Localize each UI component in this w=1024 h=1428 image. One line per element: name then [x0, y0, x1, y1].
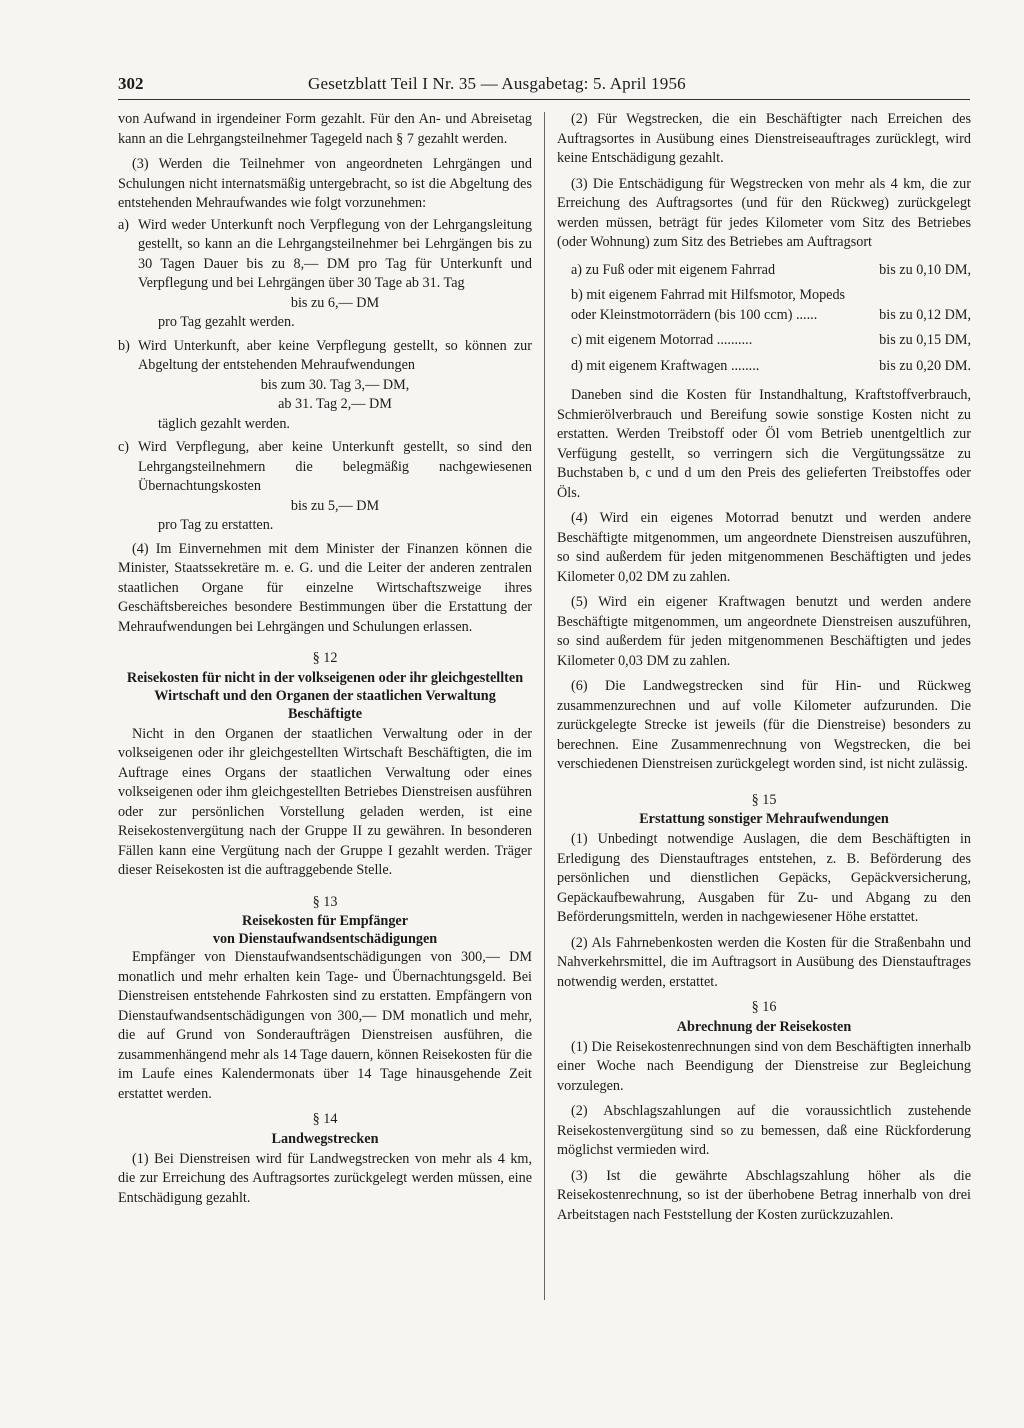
rate-row: [557, 284, 971, 329]
item-text: Wird weder Unterkunft noch Verpflegung von der Lehrgangsleitung gestellt, so kann an die Lehrgangsteilnehmer bei Lehrgängen bis zu 30 Tagen Dauer bis zu 8,— DM pro Tag für Unterkunft und Verpflegung und bei Lehrgängen über 30 Tage ab 31. Tag: [138, 216, 532, 291]
amount-line: bis zum 30. Tag 3,— DM,: [260, 376, 410, 393]
section-title: Reisekosten für nicht in der volkseigenen oder ihr gleichgestellten Wirtschaft und den Organen der staatlichen Verwaltung Beschäftigte: [126, 669, 524, 722]
item-trail: täglich gezahlt werden.: [158, 415, 290, 432]
paragraph-2: (2) Für Wegstrecken, die ein Beschäftigter nach Erreichen des Auftragsortes in Ausübung eines Dienstreiseauftrages zurücklegt, wird keine Entschädigung gezahlt.: [557, 111, 971, 166]
section-number: § 15: [751, 791, 777, 808]
rate-label: b) mit eigenem Fahrrad mit Hilfsmotor, Mopeds oder Kleinstmotorrädern (bis 100 ccm) ......: [571, 287, 846, 323]
section-paragraph: (2) Als Fahrnebenkosten werden die Kosten für die Straßenbahn und Nahverkehrsmittel, die im Auftragsort in Ausübung des Dienstauftrages notwendig werden, erstattet.: [557, 934, 971, 990]
section-number: § 13: [312, 893, 338, 910]
amount-line: bis zu 5,— DM: [290, 497, 380, 514]
amount-line: bis zu 6,— DM: [290, 294, 380, 311]
paragraph-3: (3) Die Entschädigung für Wegstrecken von mehr als 4 km, die zur Erreichung des Auftragsortes (und für den Rückweg) zurückgelegt werden müssen, beträgt für jedes Kilometer vom Sitz des Betriebes (oder Wohnung) zum Sitz des Betriebes am Auftragsort: [557, 175, 971, 250]
paragraph-6: (6) Die Landwegstrecken sind für Hin- und Rückweg zusammenzurechnen und auf volle Kilometer aufzurunden. Die zurückgelegte Strecke ist jeweils (für die Dienstreise) besonders zu berechnen. Eine Zusammenrechnung von Wegstrecken, die bei verschiedenen Dienstreisen zurückgelegt worden sind, ist nicht zulässig.: [557, 678, 971, 772]
rate-row: [557, 329, 971, 355]
list-item-a: [118, 216, 532, 294]
section-title-line: von Dienstaufwandsentschädigungen: [212, 931, 438, 947]
paragraph-continuation: von Aufwand in irgendeiner Form gezahlt. Für den An- und Abreisetag kann an die Lehrgangsteilnehmer Tagegeld nach § 7 gezahlt werden.: [118, 111, 532, 147]
item-text: Wird Unterkunft, aber keine Verpflegung gestellt, so können zur Abgeltung der entstehenden Mehraufwendungen: [138, 337, 532, 373]
paragraph-4: (4) Im Einvernehmen mit dem Minister der Finanzen können die Minister, Staatssekretäre m. e. G. und die Leiter der anderen zentralen staatlichen Organe für einzelne Wirtschaftszweige ihres Geschäftsbereiches besondere Bestimmungen über die Erstattung der Mehraufwendungen bei Lehrgängen und Schulungen erlassen.: [118, 540, 532, 635]
section-title: Landwegstrecken: [271, 1130, 379, 1147]
section-paragraph: (2) Abschlagszahlungen auf die voraussichtlich zustehende Reisekostenvergütung sind so zu bemessen, daß eine Rückforderung möglichst vermieden wird.: [557, 1103, 971, 1158]
section-title-line: Reisekosten für Empfänger: [241, 913, 409, 929]
section-paragraph: (1) Bei Dienstreisen wird für Landwegstrecken von mehr als 4 km, die zur Erreichung des Auftragsortes zurückgelegt werden müssen, eine Entschädigung gezahlt.: [118, 1150, 532, 1206]
paragraph-5: (5) Wird ein eigener Kraftwagen benutzt und werden andere Beschäftigte mitgenommen, um angeordnete Dienstreisen auszuführen, so sind außerdem für jeden mitgenommenen Beschäftigten und jedes Kilometer 0,03 DM zu zahlen.: [557, 594, 971, 669]
item-marker: b): [118, 337, 130, 354]
list-item-b: [118, 337, 532, 376]
right-column: [557, 110, 971, 1231]
page-header: [118, 74, 970, 100]
section-number: § 14: [312, 1111, 338, 1127]
rate-label: c) mit eigenem Motorrad ..........: [571, 332, 753, 348]
section-title: Abrechnung der Reisekosten: [676, 1018, 852, 1035]
column-divider: [544, 112, 545, 1300]
section-number: § 12: [312, 650, 338, 666]
list-item-c: [118, 438, 532, 497]
paragraph-daneben: Daneben sind die Kosten für Instandhaltung, Kraftstoffverbrauch, Schmierölverbrauch und Bereifung sowie sonstige Kosten nicht zu erstatten. Werden Treibstoff oder Öl vom Betrieb unentgeltlich zur Verfügung gestellt, so verringern sich die Vergütungssätze zu Buchstaben b, c und d um den Preis des gelieferten Treibstoffes oder Öls.: [557, 387, 971, 501]
item-marker: a): [118, 216, 130, 233]
section-title: [118, 912, 532, 948]
paragraph-3: (3) Werden die Teilnehmer von angeordneten Lehrgängen und Schulungen nicht internatsmäßig untergebracht, so ist die Abgeltung des entstehenden Mehraufwandes wie folgt vorzunehmen:: [118, 156, 532, 211]
rate-amount: bis zu 0,12 DM,: [879, 306, 971, 323]
item-text: Wird Verpflegung, aber keine Unterkunft gestellt, so sind den Lehrgangsteilnehmern die belegmäßig nachgewiesenen Übernachtungskosten: [138, 439, 532, 494]
section-number: § 16: [751, 999, 777, 1015]
section-paragraph: Empfänger von Dienstaufwandsentschädigungen von 300,— DM monatlich und mehr erhalten kein Tage- und Übernachtungsgeld. Bei Dienstreisen entstehende Fahrkosten sind zu erstatten. Empfängern von Dienstaufwandsentschädigungen von 300,— DM monatlich und mehr, die auf Grund von Sonderaufträgen Dienstreisen ausführen, die zusammenhängend mehr als 14 Tage dauern, können Reisekosten für die im Laufe eines Kalendermonats über 14 Tage hinausgehende Zeit erstattet werden.: [118, 949, 532, 1102]
section-paragraph: (3) Ist die gewährte Abschlagszahlung höher als die Reisekostenrechnung, so ist der überhobene Betrag innerhalb von drei Arbeitstagen nach Feststellung der Kosten zurückzuzahlen.: [557, 1167, 971, 1223]
section-paragraph: (1) Unbedingt notwendige Auslagen, die dem Beschäftigten in Erledigung des Dienstauftrages entstehen, z. B. Beförderung des persönlichen und dienstlichen Gepäcks, Gepäckversicherung, Gepäckaufbewahrung, Ausgaben für Zu- und Abgang zu den Beförderungsmitteln, werden in nachgewiesener Höhe erstattet.: [557, 831, 971, 925]
item-trail: pro Tag zu erstatten.: [158, 517, 274, 533]
rate-amount: bis zu 0,20 DM.: [879, 357, 971, 374]
section-paragraph: Nicht in den Organen der staatlichen Verwaltung oder in der volkseigenen oder ihr gleichgestellten Wirtschaft Beschäftigten, die im Auftrage eines Organs der staatlichen Verwaltung oder eines volkseigenen oder ihm gleichgestellten Betriebes Dienstreisen ausführen oder zur persönlichen Vorstellung geladen werden, ist eine Reisekostenvergütung nach der Gruppe II zu gewähren. In besonderen Fällen kann eine Vergütung nach der Gruppe I gezahlt werden. Träger dieser Reisekosten ist die auftraggebende Stelle.: [118, 725, 532, 878]
rate-row: [557, 259, 971, 285]
rate-amount: bis zu 0,15 DM,: [879, 332, 971, 348]
section-paragraph: (1) Die Reisekostenrechnungen sind von dem Beschäftigten innerhalb einer Woche nach Beendigung der Dienstreise zur Begleichung vorzulegen.: [557, 1038, 971, 1094]
rates-table: [557, 259, 971, 381]
left-column: [118, 110, 532, 1214]
rate-row: [557, 355, 971, 381]
header-title: Gesetzblatt Teil I Nr. 35 — Ausgabetag: 5. April 1956: [308, 74, 686, 93]
rate-label: d) mit eigenem Kraftwagen ........: [571, 357, 760, 374]
rate-amount: bis zu 0,10 DM,: [879, 261, 971, 278]
page-number: 302: [118, 74, 144, 93]
item-trail: pro Tag gezahlt werden.: [158, 314, 295, 330]
section-title: Erstattung sonstiger Mehraufwendungen: [639, 811, 889, 827]
item-marker: c): [118, 439, 130, 455]
rate-label: a) zu Fuß oder mit eigenem Fahrrad: [571, 261, 776, 278]
amount-line: ab 31. Tag 2,— DM: [278, 396, 392, 412]
header-rule: [118, 99, 970, 100]
paragraph-4: (4) Wird ein eigenes Motorrad benutzt und werden andere Beschäftigte mitgenommen, um angeordnete Dienstreisen auszuführen, so sind außerdem für jeden mitgenommenen Beschäftigten und jedes Kilometer 0,02 DM zu zahlen.: [557, 510, 971, 585]
